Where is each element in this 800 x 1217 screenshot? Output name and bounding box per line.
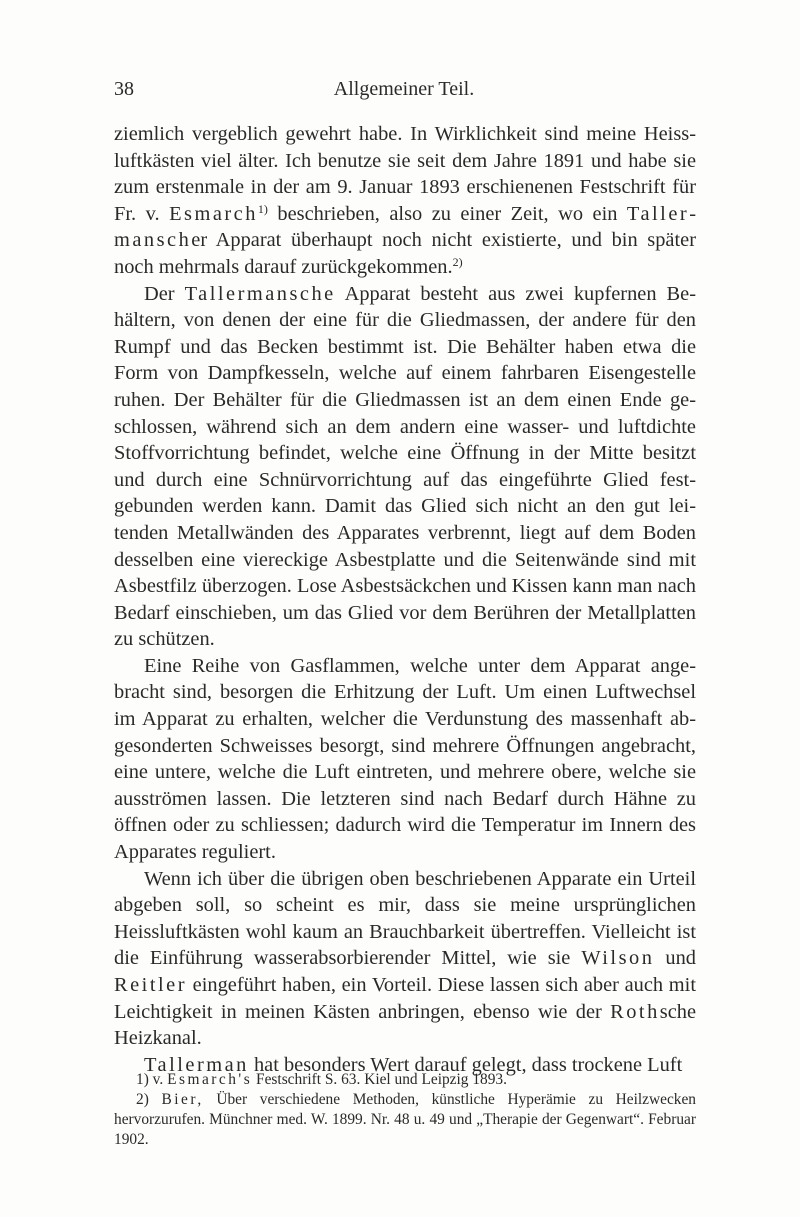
running-head: Allgemeiner Teil. — [333, 78, 475, 100]
person-name: Bier, — [161, 1091, 204, 1108]
footnotes — [114, 1070, 696, 1150]
text-run: er Apparat überhaupt noch nicht existierte, und bin später noch mehrmals darauf zurückgekommen. — [114, 229, 696, 278]
footnote-ref[interactable]: 2) — [452, 254, 463, 269]
text-run: eingeführt haben, ein Vorteil. Diese lassen sich aber auch mit Leichtigkeit in meinen Kästen anbringen, ebenso wie der — [114, 974, 696, 1023]
person-name: Esmarch — [169, 202, 258, 225]
person-name: Tallermansch — [114, 202, 696, 252]
text-run: Apparat besteht aus zwei kupfernen Behältern, von denen der eine für die Gliedmassen, der andere für den Rumpf und das Becken bestimmt ist. Die Behälter haben etwa die Form von Dampfkesseln, welche auf einem fahrbaren Eisengestelle ruhen. Der Behälter für die Gliedmassen ist an dem einen Ende geschlossen, während sich an dem andern eine wasser- und luftdichte Stoffvorrichtung befindet, welche eine Öffnung in der Mitte besitzt und durch eine Schnürvorrichtung auf das eingeführte Glied festgebunden werden kann. Damit das Glied sich nicht an den gut leitenden Metallwänden des Apparates verbrennt, liegt auf dem Boden desselben eine viereckige Asbestplatte und die Seitenwände sind mit Asbestfilz überzogen. Lose Asbestsäckchen und Kissen kann man nach Bedarf einschieben, um das Glied vor dem Berühren der Metallplatten zu schützen. — [114, 282, 696, 651]
footnote-number: 2) — [136, 1091, 149, 1108]
page-number: 38 — [114, 78, 134, 100]
person-name: Esmarch's — [167, 1071, 253, 1088]
paragraph-4 — [114, 866, 696, 1052]
person-name: Wilson — [581, 947, 655, 970]
paragraph-3 — [114, 653, 696, 866]
body-text — [114, 121, 696, 1078]
text-run: beschrieben, also zu einer Zeit, wo ein — [267, 202, 627, 225]
text-run: Über verschiedene Methoden, künstliche Hyperämie zu Heilzwecken hervorzurufen. Münchner med. W. 1899. Nr. 48 u. 49 und „Therapie der Gegenwart“. Februar 1902. — [114, 1091, 696, 1148]
footnote-ref[interactable]: 1) — [257, 201, 268, 216]
text-run: ziemlich vergeblich gewehrt habe. In Wirklichkeit sind meine Heissluftkästen viel älter. Ich benutze sie seit dem Jahre 1891 und habe sie zum erstenmale in der am 9. Januar 1893 erschienenen Festschrift für Fr. v. — [114, 123, 696, 225]
page-header — [114, 78, 694, 108]
person-name: Roth — [610, 1000, 660, 1023]
text-run: Der — [144, 282, 185, 305]
person-name: Tallerman — [144, 1053, 249, 1076]
text-run: Festschrift S. 63. Kiel und Leipzig 1893. — [252, 1071, 507, 1088]
text-run: Eine Reihe von Gasflammen, welche unter dem Apparat angebracht sind, besorgen die Erhitzung der Luft. Um einen Luftwechsel im Apparat zu erhalten, welcher die Verdunstung des massenhaft abgesonderten Schweisses besorgt, sind mehrere Öffnungen angebracht, eine untere, welche die Luft eintreten, und mehrere obere, welche sie ausströmen lassen. Die letzteren sind nach Bedarf durch Hähne zu öffnen oder zu schliessen; dadurch wird die Temperatur im Innern des Apparates reguliert. — [114, 654, 696, 864]
footnote-1 — [114, 1070, 696, 1090]
text-run: Wenn ich über die übrigen oben beschriebenen Apparate ein Urteil abgeben soll, so scheint es mir, dass sie meine ursprünglichen Heissluftkästen wohl kaum an Brauchbarkeit übertreffen. Vielleicht ist die Einführung wasserabsorbierender Mittel, wie sie — [114, 867, 696, 970]
paragraph-1 — [114, 121, 696, 281]
paragraph-2 — [114, 281, 696, 653]
text-run: v. — [148, 1071, 168, 1088]
footnote-2 — [114, 1090, 696, 1150]
person-name: Tallermansche — [184, 282, 336, 305]
text-run: sche Heizkanal. — [114, 1000, 696, 1050]
text-run: und — [654, 947, 696, 970]
footnote-number: 1) — [136, 1071, 149, 1088]
person-name: Reitler — [114, 974, 187, 996]
text-run: hat besonders Wert darauf gelegt, dass trockene Luft — [248, 1053, 683, 1076]
